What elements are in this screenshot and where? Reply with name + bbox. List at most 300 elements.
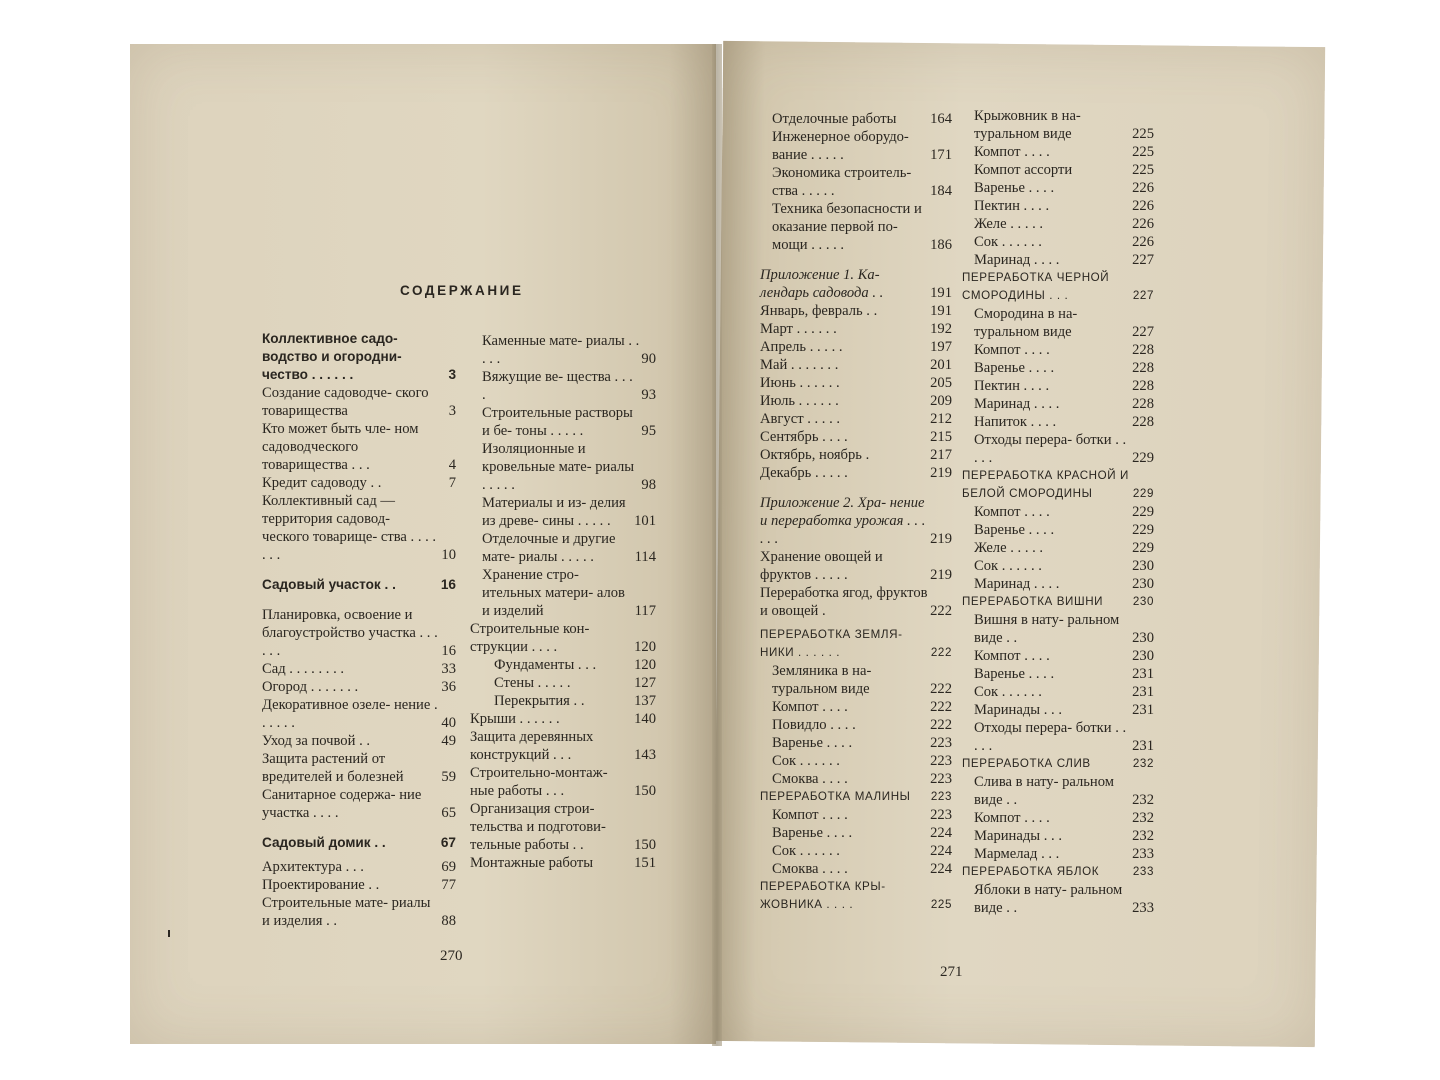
toc-entry-title: Варенье . . . . bbox=[974, 180, 1055, 196]
toc-entry bbox=[962, 665, 1154, 683]
toc-entry-title: Июнь . . . . . . bbox=[760, 375, 840, 391]
toc-entry-title: Компот . . . . bbox=[974, 144, 1050, 160]
toc-entry bbox=[470, 566, 656, 620]
toc-entry-page: 230 bbox=[1132, 576, 1154, 592]
toc-entry-page: 229 bbox=[1132, 487, 1154, 500]
toc-entry-title: Май . . . . . . . bbox=[760, 357, 839, 373]
toc-entry bbox=[760, 200, 952, 254]
toc-entry-page: 231 bbox=[1132, 666, 1154, 682]
toc-entry-page: 164 bbox=[930, 111, 952, 127]
toc-entry-page: 40 bbox=[441, 715, 456, 731]
toc-entry bbox=[262, 576, 456, 594]
toc-entry-page: 230 bbox=[1132, 558, 1154, 574]
toc-entry bbox=[262, 606, 456, 660]
toc-entry bbox=[962, 503, 1154, 521]
toc-entry-title: Создание садоводче- ского товарищества bbox=[262, 385, 429, 419]
toc-entry-title: ПЕРЕРАБОТКА ВИШНИ bbox=[962, 595, 1104, 608]
toc-entry bbox=[962, 305, 1154, 341]
toc-entry-page: 222 bbox=[930, 603, 952, 619]
toc-entry-title: Каменные мате- риалы . . . . . bbox=[482, 333, 640, 367]
toc-entry-title: Техника безопасности и оказание первой по- мощи . . . . . bbox=[772, 201, 922, 253]
toc-entry-page: 233 bbox=[1132, 846, 1154, 862]
toc-entry-title: Крыши . . . . . . bbox=[470, 711, 560, 727]
toc-entry-page: 184 bbox=[930, 183, 952, 199]
toc-entry-page: 171 bbox=[930, 147, 952, 163]
toc-entry-title: Маринад . . . . bbox=[974, 576, 1060, 592]
spacer bbox=[262, 822, 456, 834]
toc-entry-page: 230 bbox=[1132, 648, 1154, 664]
toc-entry bbox=[760, 494, 952, 548]
toc-entry bbox=[962, 575, 1154, 593]
toc-entry bbox=[962, 251, 1154, 269]
toc-entry bbox=[470, 620, 656, 656]
toc-entry bbox=[962, 773, 1154, 809]
toc-entry-page: 219 bbox=[930, 567, 952, 583]
toc-entry bbox=[262, 894, 456, 930]
toc-entry-page: 229 bbox=[1132, 522, 1154, 538]
toc-entry-title: Слива в нату- ральном виде . . bbox=[974, 774, 1114, 808]
toc-entry bbox=[760, 806, 952, 824]
toc-entry-title: Желе . . . . . bbox=[974, 216, 1044, 232]
toc-entry-title: ПЕРЕРАБОТКА ЧЕРНОЙ СМОРОДИНЫ . . . bbox=[962, 271, 1110, 302]
toc-entry-page: 114 bbox=[634, 549, 656, 565]
toc-entry-title: Август . . . . . bbox=[760, 411, 841, 427]
toc-entry bbox=[760, 662, 952, 698]
toc-entry bbox=[760, 788, 952, 806]
toc-entry bbox=[470, 332, 656, 368]
toc-entry-page: 227 bbox=[1132, 252, 1154, 268]
toc-entry-page: 226 bbox=[1132, 234, 1154, 250]
toc-entry-page: 16 bbox=[440, 577, 456, 592]
toc-entry bbox=[962, 215, 1154, 233]
toc-entry-title: Компот . . . . bbox=[974, 648, 1050, 664]
toc-entry-page: 120 bbox=[634, 657, 656, 673]
toc-entry-page: 67 bbox=[440, 835, 456, 850]
toc-entry-title: Приложение 2. Хра- нение и переработка урожая . . . . . . bbox=[760, 495, 926, 547]
toc-entry-title: Фундаменты . . . bbox=[494, 657, 597, 673]
toc-entry-title: Организация строи- тельства и подготови- тельные работы . . bbox=[470, 801, 606, 853]
toc-entry bbox=[262, 786, 456, 822]
toc-entry-page: 59 bbox=[441, 769, 456, 785]
toc-entry bbox=[470, 728, 656, 764]
toc-entry-title: Компот . . . . bbox=[974, 810, 1050, 826]
toc-entry bbox=[760, 548, 952, 584]
toc-entry bbox=[962, 233, 1154, 251]
toc-entry-page: 223 bbox=[930, 771, 952, 787]
toc-entry-title: ПЕРЕРАБОТКА ЯБЛОК bbox=[962, 865, 1100, 878]
toc-entry-title: Январь, февраль . . bbox=[760, 303, 878, 319]
toc-entry-page: 231 bbox=[1132, 684, 1154, 700]
toc-entry-page: 192 bbox=[930, 321, 952, 337]
toc-entry-title: Варенье . . . . bbox=[772, 825, 853, 841]
toc-entry-page: 223 bbox=[930, 753, 952, 769]
toc-entry bbox=[760, 734, 952, 752]
toc-entry-page: 229 bbox=[1132, 540, 1154, 556]
toc-entry bbox=[470, 692, 656, 710]
toc-entry bbox=[962, 377, 1154, 395]
toc-entry-title: Хранение овощей и фруктов . . . . . bbox=[760, 549, 883, 583]
toc-entry-page: 3 bbox=[448, 367, 456, 382]
toc-entry-page: 223 bbox=[930, 790, 952, 803]
toc-entry bbox=[760, 824, 952, 842]
toc-entry-page: 226 bbox=[1132, 180, 1154, 196]
toc-entry bbox=[262, 384, 456, 420]
toc-entry-title: Отходы перера- ботки . . . . . bbox=[974, 432, 1127, 466]
toc-entry-page: 201 bbox=[930, 357, 952, 373]
book-gutter bbox=[712, 44, 722, 1046]
toc-entry-title: Отделочные и другие мате- риалы . . . . . bbox=[482, 531, 616, 565]
toc-entry-page: 228 bbox=[1132, 342, 1154, 358]
toc-entry-page: 222 bbox=[930, 646, 952, 659]
toc-entry-page: 225 bbox=[930, 898, 952, 911]
toc-entry-title: Июль . . . . . . bbox=[760, 393, 839, 409]
toc-entry bbox=[962, 809, 1154, 827]
toc-entry-title: Санитарное содержа- ние участка . . . . bbox=[262, 787, 422, 821]
toc-entry bbox=[760, 626, 952, 662]
contents-heading: СОДЕРЖАНИЕ bbox=[400, 283, 524, 298]
toc-entry bbox=[262, 420, 456, 474]
toc-entry bbox=[962, 557, 1154, 575]
toc-entry bbox=[760, 374, 952, 392]
toc-entry bbox=[470, 674, 656, 692]
toc-entry bbox=[262, 834, 456, 852]
page-number-right: 271 bbox=[940, 964, 963, 980]
toc-entry-page: 143 bbox=[634, 747, 656, 763]
toc-entry-page: 186 bbox=[930, 237, 952, 253]
toc-entry-page: 3 bbox=[448, 403, 456, 419]
toc-entry bbox=[962, 341, 1154, 359]
toc-entry-page: 227 bbox=[1132, 324, 1154, 340]
toc-entry-page: 150 bbox=[634, 783, 656, 799]
toc-entry-title: Компот ассорти bbox=[974, 162, 1073, 178]
toc-entry-page: 98 bbox=[641, 477, 656, 493]
toc-entry-title: Яблоки в нату- ральном виде . . bbox=[974, 882, 1123, 916]
toc-entry-title: Кредит садоводу . . bbox=[262, 475, 382, 491]
toc-entry bbox=[760, 464, 952, 482]
toc-entry-title: Изоляционные и кровельные мате- риалы . . . . . bbox=[482, 441, 635, 493]
toc-entry bbox=[760, 842, 952, 860]
toc-entry-title: Переработка ягод, фруктов и овощей . bbox=[760, 585, 928, 619]
toc-entry-page: 4 bbox=[448, 457, 456, 473]
toc-entry-title: Монтажные работы bbox=[470, 855, 594, 871]
toc-entry-title: Огород . . . . . . . bbox=[262, 679, 359, 695]
toc-entry bbox=[760, 860, 952, 878]
toc-entry-page: 101 bbox=[634, 513, 656, 529]
toc-entry-title: Маринады . . . bbox=[974, 828, 1062, 844]
toc-entry-title: Садовый участок . . bbox=[262, 577, 396, 592]
toc-entry-title: Архитектура . . . bbox=[262, 859, 364, 875]
toc-entry-page: 219 bbox=[930, 531, 952, 547]
contents-column-3 bbox=[760, 110, 952, 914]
toc-entry bbox=[760, 392, 952, 410]
toc-entry-page: 229 bbox=[1132, 450, 1154, 466]
toc-entry bbox=[262, 330, 456, 384]
toc-entry-page: 49 bbox=[441, 733, 456, 749]
toc-entry-page: 191 bbox=[930, 303, 952, 319]
toc-entry-title: Экономика строитель- ства . . . . . bbox=[772, 165, 912, 199]
toc-entry bbox=[760, 446, 952, 464]
toc-entry-page: 117 bbox=[634, 603, 656, 619]
toc-entry bbox=[262, 492, 456, 564]
toc-entry bbox=[962, 395, 1154, 413]
toc-entry bbox=[962, 521, 1154, 539]
toc-entry bbox=[962, 881, 1154, 917]
toc-entry bbox=[262, 696, 456, 732]
toc-entry bbox=[962, 269, 1154, 305]
toc-entry-title: Уход за почвой . . bbox=[262, 733, 371, 749]
toc-entry bbox=[470, 530, 656, 566]
toc-entry-page: 223 bbox=[930, 735, 952, 751]
toc-entry-page: 140 bbox=[634, 711, 656, 727]
toc-entry-page: 226 bbox=[1132, 198, 1154, 214]
toc-entry-page: 230 bbox=[1132, 595, 1154, 608]
toc-entry bbox=[470, 404, 656, 440]
toc-entry bbox=[962, 413, 1154, 431]
toc-entry-title: Сад . . . . . . . . bbox=[262, 661, 345, 677]
toc-entry-page: 232 bbox=[1132, 828, 1154, 844]
toc-entry-title: Хранение стро- ительных матери- алов и изделий bbox=[482, 567, 625, 619]
toc-entry-title: Сентябрь . . . . bbox=[760, 429, 848, 445]
toc-entry-page: 225 bbox=[1132, 126, 1154, 142]
toc-entry-page: 227 bbox=[1132, 289, 1154, 302]
toc-entry-page: 231 bbox=[1132, 738, 1154, 754]
toc-entry bbox=[962, 539, 1154, 557]
toc-entry-page: 232 bbox=[1132, 792, 1154, 808]
toc-entry bbox=[962, 611, 1154, 647]
toc-entry-title: Смородина в на- туральном виде bbox=[974, 306, 1078, 340]
toc-entry-page: 137 bbox=[634, 693, 656, 709]
toc-entry bbox=[962, 827, 1154, 845]
contents-column-2 bbox=[470, 332, 656, 872]
toc-entry-page: 191 bbox=[930, 285, 952, 301]
toc-entry bbox=[262, 732, 456, 750]
toc-entry bbox=[962, 143, 1154, 161]
toc-entry-title: Строительные кон- струкции . . . . bbox=[470, 621, 590, 655]
toc-entry-title: Приложение 1. Ка- лендарь садовода . . bbox=[760, 267, 884, 301]
toc-entry-title: Маринады . . . bbox=[974, 702, 1062, 718]
toc-entry-title: Напиток . . . . bbox=[974, 414, 1057, 430]
toc-entry-title: Компот . . . . bbox=[974, 342, 1050, 358]
toc-entry-title: Маринад . . . . bbox=[974, 252, 1060, 268]
toc-entry-title: Компот . . . . bbox=[772, 807, 848, 823]
toc-entry-title: Компот . . . . bbox=[974, 504, 1050, 520]
toc-entry-title: ПЕРЕРАБОТКА СЛИВ bbox=[962, 757, 1091, 770]
toc-entry bbox=[760, 584, 952, 620]
toc-entry bbox=[760, 164, 952, 200]
toc-entry bbox=[760, 752, 952, 770]
toc-entry bbox=[262, 678, 456, 696]
toc-entry-page: 127 bbox=[634, 675, 656, 691]
toc-entry-title: Строительные мате- риалы и изделия . . bbox=[262, 895, 431, 929]
toc-entry-title: Проектирование . . bbox=[262, 877, 380, 893]
toc-entry-page: 197 bbox=[930, 339, 952, 355]
page-number-left: 270 bbox=[440, 948, 463, 964]
toc-entry-page: 65 bbox=[441, 805, 456, 821]
toc-entry bbox=[760, 338, 952, 356]
toc-entry-title: Апрель . . . . . bbox=[760, 339, 843, 355]
toc-entry-page: 212 bbox=[930, 411, 952, 427]
toc-entry-title: Садовый домик . . bbox=[262, 835, 386, 850]
toc-entry-title: Март . . . . . . bbox=[760, 321, 837, 337]
toc-entry-title: Повидло . . . . bbox=[772, 717, 856, 733]
contents-column-4 bbox=[962, 107, 1154, 917]
toc-entry-page: 224 bbox=[930, 825, 952, 841]
toc-entry bbox=[962, 755, 1154, 773]
toc-entry bbox=[760, 770, 952, 788]
toc-entry bbox=[470, 440, 656, 494]
toc-entry-title: Крыжовник в на- туральном виде bbox=[974, 108, 1081, 142]
toc-entry-page: 10 bbox=[441, 547, 456, 563]
spacer bbox=[262, 594, 456, 606]
toc-entry-title: Сок . . . . . . bbox=[772, 843, 840, 859]
toc-entry-title: Смоква . . . . bbox=[772, 771, 848, 787]
toc-entry-page: 33 bbox=[441, 661, 456, 677]
toc-entry-title: Декабрь . . . . . bbox=[760, 465, 848, 481]
toc-entry bbox=[760, 302, 952, 320]
toc-entry-page: 150 bbox=[634, 837, 656, 853]
toc-entry-title: ПЕРЕРАБОТКА КРАСНОЙ И БЕЛОЙ СМОРОДИНЫ bbox=[962, 469, 1129, 500]
toc-entry bbox=[962, 431, 1154, 467]
toc-entry bbox=[962, 683, 1154, 701]
toc-entry-page: 222 bbox=[930, 681, 952, 697]
toc-entry-title: Защита растений от вредителей и болезней bbox=[262, 751, 404, 785]
toc-entry-title: Сок . . . . . . bbox=[974, 234, 1042, 250]
toc-entry bbox=[760, 128, 952, 164]
toc-entry bbox=[760, 410, 952, 428]
toc-entry bbox=[962, 197, 1154, 215]
toc-entry bbox=[962, 863, 1154, 881]
toc-entry-title: Желе . . . . . bbox=[974, 540, 1044, 556]
toc-entry-title: Варенье . . . . bbox=[974, 360, 1055, 376]
toc-entry bbox=[760, 320, 952, 338]
toc-entry-title: Коллективный сад — территория садовод- ческого товарище- ства . . . . . . . bbox=[262, 493, 437, 563]
toc-entry-title: Вишня в нату- ральном виде . . bbox=[974, 612, 1120, 646]
toc-entry-title: Инженерное оборудо- вание . . . . . bbox=[772, 129, 909, 163]
toc-entry-page: 230 bbox=[1132, 630, 1154, 646]
toc-entry-page: 228 bbox=[1132, 414, 1154, 430]
toc-entry-page: 223 bbox=[930, 807, 952, 823]
toc-entry-page: 215 bbox=[930, 429, 952, 445]
toc-entry-page: 228 bbox=[1132, 360, 1154, 376]
toc-entry bbox=[470, 764, 656, 800]
toc-entry-title: Стены . . . . . bbox=[494, 675, 571, 691]
toc-entry bbox=[962, 107, 1154, 143]
toc-entry-title: Смоква . . . . bbox=[772, 861, 848, 877]
toc-entry bbox=[470, 494, 656, 530]
toc-entry-page: 228 bbox=[1132, 396, 1154, 412]
toc-entry bbox=[760, 698, 952, 716]
toc-entry bbox=[262, 876, 456, 894]
toc-entry-title: Отделочные работы bbox=[772, 111, 897, 127]
page-mark bbox=[168, 930, 170, 937]
toc-entry-page: 222 bbox=[930, 717, 952, 733]
toc-entry-page: 120 bbox=[634, 639, 656, 655]
toc-entry-page: 90 bbox=[641, 351, 656, 367]
spacer bbox=[760, 254, 952, 266]
toc-entry bbox=[262, 750, 456, 786]
toc-entry-title: Земляника в на- туральном виде bbox=[772, 663, 872, 697]
toc-entry-page: 16 bbox=[441, 643, 456, 659]
toc-entry-title: Варенье . . . . bbox=[974, 522, 1055, 538]
toc-entry-title: Защита деревянных конструкций . . . bbox=[470, 729, 594, 763]
toc-entry-page: 224 bbox=[930, 861, 952, 877]
toc-entry bbox=[262, 858, 456, 876]
contents-column-1 bbox=[262, 330, 456, 930]
toc-entry bbox=[262, 660, 456, 678]
toc-entry bbox=[962, 161, 1154, 179]
toc-entry bbox=[470, 368, 656, 404]
toc-entry-page: 228 bbox=[1132, 378, 1154, 394]
toc-entry-title: Пектин . . . . bbox=[974, 198, 1050, 214]
toc-entry bbox=[470, 656, 656, 674]
toc-entry-page: 69 bbox=[441, 859, 456, 875]
toc-entry-title: Варенье . . . . bbox=[772, 735, 853, 751]
toc-entry-page: 151 bbox=[634, 855, 656, 871]
spacer bbox=[760, 482, 952, 494]
toc-entry-title: Октябрь, ноябрь . bbox=[760, 447, 870, 463]
toc-entry-page: 93 bbox=[641, 387, 656, 403]
toc-entry-title: ПЕРЕРАБОТКА МАЛИНЫ bbox=[760, 790, 911, 803]
toc-entry-page: 222 bbox=[930, 699, 952, 715]
toc-entry-page: 77 bbox=[441, 877, 456, 893]
toc-entry bbox=[760, 266, 952, 302]
toc-entry-title: Компот . . . . bbox=[772, 699, 848, 715]
toc-entry-page: 88 bbox=[441, 913, 456, 929]
toc-entry-title: Вяжущие ве- щества . . . . bbox=[482, 369, 633, 403]
toc-entry-page: 209 bbox=[930, 393, 952, 409]
toc-entry-page: 225 bbox=[1132, 162, 1154, 178]
toc-entry bbox=[962, 719, 1154, 755]
toc-entry-page: 205 bbox=[930, 375, 952, 391]
toc-entry-page: 231 bbox=[1132, 702, 1154, 718]
toc-entry bbox=[962, 359, 1154, 377]
toc-entry-page: 232 bbox=[1132, 757, 1154, 770]
toc-entry-title: Планировка, освоение и благоустройство участка . . . . . . bbox=[262, 607, 438, 659]
toc-entry bbox=[470, 710, 656, 728]
spacer bbox=[262, 564, 456, 576]
toc-entry-title: Материалы и из- делия из древе- сины . . . . . bbox=[482, 495, 626, 529]
toc-entry-title: Маринад . . . . bbox=[974, 396, 1060, 412]
toc-entry bbox=[962, 845, 1154, 863]
toc-entry-title: Перекрытия . . bbox=[494, 693, 585, 709]
toc-entry-title: Кто может быть чле- ном садоводческого товарищества . . . bbox=[262, 421, 419, 473]
toc-entry-page: 233 bbox=[1132, 865, 1154, 878]
toc-entry-title: Строительные растворы и бе- тоны . . . . . bbox=[482, 405, 633, 439]
toc-entry-title: Пектин . . . . bbox=[974, 378, 1050, 394]
toc-entry-page: 224 bbox=[930, 843, 952, 859]
toc-entry bbox=[470, 800, 656, 854]
toc-entry-page: 36 bbox=[441, 679, 456, 695]
toc-entry bbox=[760, 878, 952, 914]
toc-entry-title: Мармелад . . . bbox=[974, 846, 1060, 862]
toc-entry-page: 217 bbox=[930, 447, 952, 463]
toc-entry bbox=[760, 716, 952, 734]
toc-entry-title: Сок . . . . . . bbox=[772, 753, 840, 769]
toc-entry bbox=[760, 428, 952, 446]
toc-entry bbox=[760, 110, 952, 128]
toc-entry-title: Декоративное озеле- нение . . . . . . bbox=[262, 697, 438, 731]
toc-entry-page: 226 bbox=[1132, 216, 1154, 232]
toc-entry-title: Коллективное садо- водство и огородни- чество . . . . . . bbox=[262, 331, 402, 382]
toc-entry bbox=[962, 593, 1154, 611]
toc-entry-title: Сок . . . . . . bbox=[974, 684, 1042, 700]
toc-entry bbox=[470, 854, 656, 872]
toc-entry bbox=[760, 356, 952, 374]
toc-entry-page: 232 bbox=[1132, 810, 1154, 826]
toc-entry-title: Отходы перера- ботки . . . . . bbox=[974, 720, 1127, 754]
toc-entry bbox=[962, 647, 1154, 665]
toc-entry-page: 219 bbox=[930, 465, 952, 481]
